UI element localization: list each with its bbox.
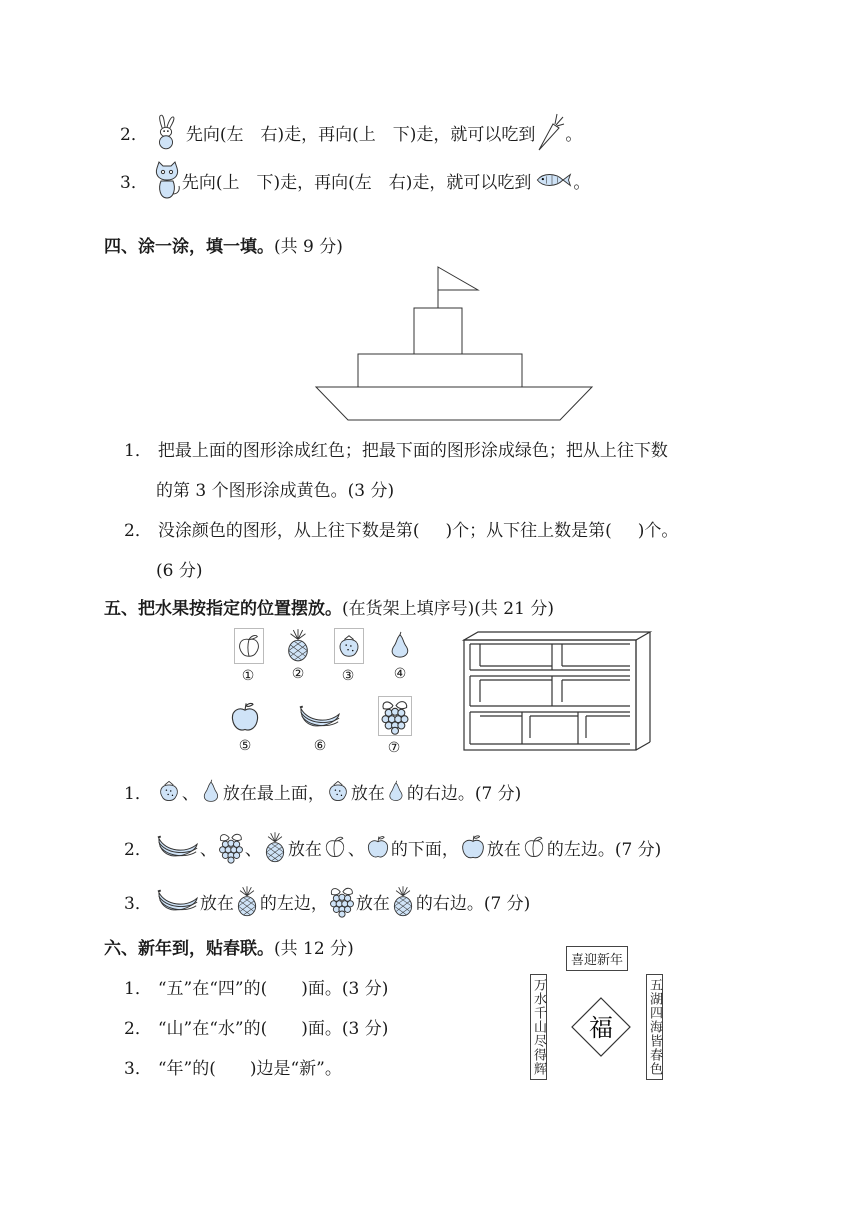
question-points: (6 分) — [156, 561, 203, 581]
fruit-label: ⑥ — [313, 738, 327, 754]
section-points: (共 9 分) — [274, 237, 343, 257]
q5-3-line — [124, 884, 530, 918]
couplet-left-scroll: 万水千山尽得辉 — [530, 974, 547, 1080]
q5-1-line — [124, 776, 521, 806]
strawberry-icon — [325, 777, 351, 805]
section-points: (共 12 分) — [274, 939, 354, 959]
question-text: 的下面， — [390, 839, 459, 860]
question-number: 3． — [120, 172, 148, 193]
question-text: 把最上面的图形涂成红色；把最下面的图形涂成绿色；把从上往下数 — [157, 441, 668, 461]
grape-icon — [217, 830, 245, 864]
peach-icon — [234, 628, 264, 664]
question-text: )个。 — [637, 521, 679, 541]
question-text: 先向(左 右)走，再向(上 下)走，就可以吃到 — [185, 124, 536, 145]
section-5-heading — [104, 594, 554, 619]
question-text: 放在最上面， — [222, 783, 325, 804]
cabin-square — [414, 308, 462, 354]
fruit-6 — [298, 700, 342, 754]
pear-icon — [386, 628, 414, 662]
question-text-end: 。 — [565, 124, 583, 145]
question-number: 1． — [124, 783, 152, 804]
fruit-5 — [228, 700, 262, 754]
q4-1-line2 — [156, 476, 394, 501]
question-number: 3． — [124, 1059, 152, 1079]
question-text: 放在 — [486, 839, 521, 860]
pineapple-icon — [284, 628, 312, 662]
question-text-end: 。 — [573, 172, 591, 193]
fruit-4 — [386, 628, 414, 682]
boat-figure — [300, 262, 600, 424]
fruit-label: ⑦ — [387, 740, 401, 756]
question-text: “山”在“水”的( )面。(3 分) — [157, 1019, 389, 1039]
section-title: 四、涂一涂，填一填。 — [104, 237, 274, 257]
section-title: 五、把水果按指定的位置摆放。 — [104, 599, 342, 619]
separator: 、 — [347, 839, 365, 860]
apple-icon — [459, 833, 487, 861]
apple-icon — [228, 700, 262, 734]
couplet-right-scroll: 五湖四海皆春色 — [646, 974, 663, 1080]
question-number: 2． — [124, 521, 152, 541]
grape-icon — [328, 884, 356, 918]
fruit-7 — [378, 696, 410, 756]
q6-3-line — [124, 1054, 342, 1079]
couplet-banner: 喜迎新年 — [566, 946, 628, 971]
separator: 、 — [199, 839, 217, 860]
question-text: 放在 — [199, 893, 234, 914]
question-text: 的右边。(7 分) — [406, 783, 522, 804]
shelf-top-row[interactable] — [470, 644, 630, 670]
q4-2-line2 — [156, 556, 202, 581]
fruit-1 — [234, 628, 262, 684]
flag-triangle — [438, 267, 478, 290]
fish-icon — [531, 169, 573, 191]
section-points: (在货架上填序号)(共 21 分) — [342, 599, 554, 619]
question-text: 先向(上 下)走，再向(左 右)走，就可以吃到 — [181, 172, 532, 193]
separator: 、 — [244, 839, 262, 860]
q6-1-line — [124, 974, 388, 999]
fruit-3 — [334, 628, 362, 684]
section-4-heading — [104, 232, 343, 257]
question-text: )个；从下往上数是第( — [445, 521, 612, 541]
deck-rectangle — [358, 354, 522, 387]
shelf-figure — [460, 630, 656, 754]
question-text: “年”的( )边是“新”。 — [157, 1059, 342, 1079]
q6-2-line — [124, 1014, 388, 1039]
q4-2-line1 — [124, 516, 678, 541]
section-6-heading — [104, 934, 354, 959]
question-text: 的右边。(7 分) — [415, 893, 531, 914]
apple-icon — [365, 833, 391, 861]
strawberry-icon — [334, 628, 364, 664]
fruit-label: ① — [241, 668, 255, 684]
hull-trapezoid — [316, 387, 592, 420]
fu-character: 福 — [589, 1014, 613, 1042]
pineapple-icon — [262, 831, 288, 863]
question-text: 放在 — [287, 839, 322, 860]
pear-icon — [199, 776, 223, 806]
cat-icon — [152, 160, 182, 200]
question-number: 1． — [124, 441, 152, 461]
separator: 、 — [181, 783, 199, 804]
banana-icon — [156, 832, 200, 862]
fruit-2 — [284, 628, 312, 682]
banana-icon — [156, 886, 200, 916]
question-text: 没涂颜色的图形，从上往下数是第( — [157, 521, 420, 541]
question-text: 的第 3 个图形涂成黄色。(3 分) — [156, 481, 395, 501]
q5-2-line — [124, 830, 661, 864]
question-text: 放在 — [355, 893, 390, 914]
question-text: 的左边。(7 分) — [546, 839, 662, 860]
question-number: 3． — [124, 893, 152, 914]
question-text: “五”在“四”的( )面。(3 分) — [157, 979, 389, 999]
q4-1-line1 — [124, 436, 668, 461]
question-number: 2． — [120, 124, 148, 145]
peach-icon — [521, 833, 547, 861]
peach-icon — [322, 833, 348, 861]
question-number: 2． — [124, 839, 152, 860]
question-text: 放在 — [350, 783, 385, 804]
shelf-bottom-row[interactable] — [470, 712, 630, 744]
fu-diamond — [570, 996, 632, 1058]
carrot-icon — [535, 112, 565, 152]
fruit-label: ③ — [341, 668, 355, 684]
fruit-label: ④ — [393, 666, 407, 682]
pineapple-icon — [234, 885, 260, 917]
question-number: 1． — [124, 979, 152, 999]
shelf-middle-row[interactable] — [470, 676, 630, 706]
grape-icon — [378, 696, 412, 736]
pear-icon — [385, 777, 407, 805]
fruit-label: ⑤ — [238, 738, 252, 754]
rabbit-icon — [152, 112, 180, 152]
q3-3-line — [120, 160, 590, 200]
banana-icon — [298, 700, 342, 734]
question-number: 2． — [124, 1019, 152, 1039]
section-title: 六、新年到，贴春联。 — [104, 939, 274, 959]
fruit-label: ② — [291, 666, 305, 682]
strawberry-icon — [156, 777, 182, 805]
pineapple-icon — [390, 885, 416, 917]
q3-2-line — [120, 112, 582, 152]
question-text: 的左边， — [259, 893, 328, 914]
